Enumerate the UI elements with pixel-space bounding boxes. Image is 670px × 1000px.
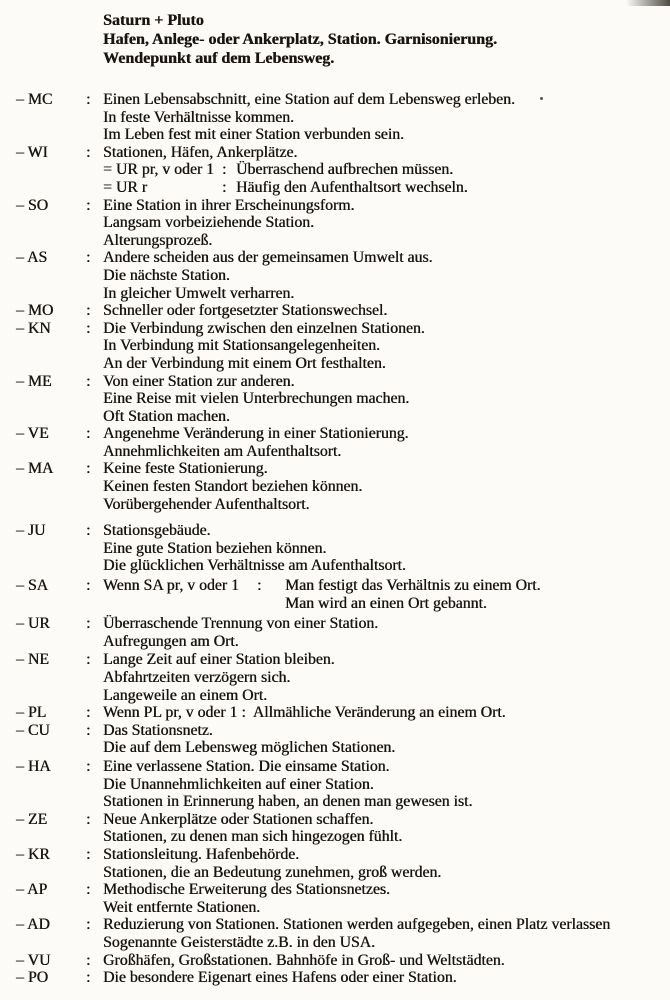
entry-row <box>0 144 664 197</box>
entry-key: – ME <box>16 372 52 390</box>
entry-row <box>0 249 664 302</box>
entry-row <box>0 577 664 612</box>
entry-row <box>0 460 664 513</box>
entry-key: – PL <box>16 704 47 722</box>
line-colon: : <box>222 161 227 179</box>
entry-row <box>0 952 664 970</box>
entry-line: Die besondere Eigenart eines Hafens oder einer Station. <box>103 969 457 987</box>
entry-row <box>0 320 664 373</box>
entry-row <box>0 846 664 881</box>
entry-line: Stationsgebäude. <box>103 522 211 540</box>
header-line: Wendepunkt auf dem Lebensweg. <box>103 50 335 67</box>
entry-lines <box>103 425 664 460</box>
entry-key: – UR <box>16 615 50 633</box>
entry-line <box>103 577 664 595</box>
entry-colon: : <box>86 196 91 214</box>
line-label: = UR pr, v oder 1 <box>103 161 214 179</box>
entry-lines <box>103 969 664 987</box>
line-label: = UR r <box>103 178 148 196</box>
entry-row <box>0 969 664 987</box>
entry-row <box>0 373 664 426</box>
entry-lines <box>103 460 664 513</box>
entry-line: Einen Lebensabschnitt, eine Station auf dem Lebensweg erleben. <box>103 91 515 108</box>
entry-key: – VE <box>16 425 49 443</box>
entry-row <box>0 758 664 811</box>
entry-key: – SA <box>16 577 49 595</box>
entry-line: Die glücklichen Verhältnisse am Aufenthaltsort. <box>103 557 406 575</box>
entry-colon: : <box>86 916 91 934</box>
entry-colon: : <box>86 757 91 775</box>
entry-colon: : <box>86 969 91 987</box>
entry-row <box>0 615 664 650</box>
entry-row <box>0 811 664 846</box>
entry-line: Die Unannehmlichkeiten auf einer Station. <box>103 775 374 793</box>
entry-row <box>0 704 664 722</box>
entry-lines <box>103 916 664 951</box>
entry-key: – AD <box>16 916 50 934</box>
line-text: Überraschend aufbrechen müssen. <box>236 161 454 179</box>
entry-line: Die nächste Station. <box>103 266 230 284</box>
entry-key: – MA <box>16 460 54 478</box>
entry-line: Aufregungen am Ort. <box>103 632 239 650</box>
entry-colon: : <box>86 372 91 390</box>
entry-colon: : <box>86 845 91 863</box>
entry-line: Eine gute Station beziehen können. <box>103 539 327 557</box>
entry-line: In Verbindung mit Stationsangelegenheiten. <box>103 337 380 355</box>
entry-key: – NE <box>16 651 49 669</box>
line-colon: : <box>222 178 227 196</box>
entry-colon: : <box>86 704 91 722</box>
entry-line: Stationen, zu denen man sich hingezogen fühlt. <box>103 828 403 846</box>
entry-line: Von einer Station zur anderen. <box>103 372 295 390</box>
entry-line: Keine feste Stationierung. <box>103 460 268 478</box>
entry-lines <box>103 651 664 704</box>
entry-colon: : <box>86 810 91 828</box>
entry-line: Stationen, die an Bedeutung zunehmen, groß werden. <box>103 863 442 881</box>
entry-row <box>0 881 664 916</box>
entry-lines <box>103 846 664 881</box>
entry-line <box>103 161 664 179</box>
entry-key: – MO <box>16 302 54 320</box>
entry-line: Stationen, Häfen, Ankerplätze. <box>103 143 298 161</box>
entry-row <box>0 425 664 460</box>
entry-key: – WI <box>16 143 48 161</box>
entry-colon: : <box>86 425 91 443</box>
entry-line: Wenn PL pr, v oder 1 : Allmähliche Veränderung an einem Ort. <box>103 704 506 722</box>
entry-key: – KR <box>16 845 50 863</box>
entry-colon: : <box>86 522 91 540</box>
entry-lines <box>103 952 664 970</box>
entry-line: An der Verbindung mit einem Ort festhalten. <box>103 354 386 372</box>
entry-colon: : <box>86 881 91 899</box>
entry-lines <box>103 320 664 373</box>
entry-line: Stationsleitung. Hafenbehörde. <box>103 845 300 863</box>
entry-key: – HA <box>16 757 51 775</box>
entry-key: – AP <box>16 881 48 899</box>
scan-artifact-corner <box>626 0 670 6</box>
entry-key: – CU <box>16 721 50 739</box>
entry-line <box>103 179 664 197</box>
entry-colon: : <box>86 460 91 478</box>
line-label: Wenn SA pr, v oder 1 <box>103 577 239 595</box>
entry-lines <box>103 811 664 846</box>
entry-line: Eine verlassene Station. Die einsame Station. <box>103 757 390 775</box>
entry-lines <box>103 91 664 144</box>
line-colon: : <box>257 577 262 595</box>
entry-lines <box>103 881 664 916</box>
entry-line: Die auf dem Lebensweg möglichen Stationen. <box>103 739 396 757</box>
entry-lines <box>103 522 664 575</box>
entry-key: – SO <box>16 196 49 214</box>
entry-line: Das Stationsnetz. <box>103 721 213 739</box>
entry-colon: : <box>86 951 91 969</box>
entry-row <box>0 651 664 704</box>
entry-line: Großhäfen, Großstationen. Bahnhöfe in Groß- und Weltstädten. <box>103 951 505 969</box>
entry-line: Angenehme Veränderung in einer Stationierung. <box>103 425 409 443</box>
entry-line: Abfahrtzeiten verzögern sich. <box>103 669 291 686</box>
entry-key: – KN <box>16 319 51 337</box>
entry-row <box>0 302 664 320</box>
entry-colon: : <box>86 91 91 108</box>
entry-lines <box>103 615 664 650</box>
entry-line: Überraschende Trennung von einer Station. <box>103 615 379 633</box>
entry-line: Im Leben fest mit einer Station verbunden sein. <box>103 126 404 144</box>
line-text: Häufig den Aufenthaltsort wechseln. <box>236 178 468 196</box>
entry-line: Keinen festen Standort beziehen können. <box>103 478 363 496</box>
entry-line: Vorübergehender Aufenthaltsort. <box>103 495 310 513</box>
entry-lines <box>103 373 664 426</box>
entry-colon: : <box>86 577 91 595</box>
entry-lines <box>103 197 664 250</box>
entry-line: Oft Station machen. <box>103 407 230 425</box>
entry-line: Langsam vorbeiziehende Station. <box>103 214 314 232</box>
entry-line: Annehmlichkeiten am Aufenthaltsort. <box>103 442 342 460</box>
page-header <box>103 11 497 68</box>
entry-line: Langeweile an einem Ort. <box>103 686 268 704</box>
entry-key: – JU <box>16 522 46 540</box>
entry-lines <box>103 758 664 811</box>
entry-colon: : <box>86 302 91 320</box>
line-text: Man festigt das Verhältnis zu einem Ort. <box>285 577 541 595</box>
entry-key: – AS <box>16 249 48 267</box>
entry-lines <box>103 302 664 320</box>
entry-line: Eine Station in ihrer Erscheinungsform. <box>103 196 355 214</box>
entry-row <box>0 722 664 757</box>
entry-colon: : <box>86 249 91 267</box>
entry-line: Schneller oder fortgesetzter Stationswechsel. <box>103 302 388 320</box>
header-line: Saturn + Pluto <box>103 12 204 29</box>
entry-line: Reduzierung von Stationen. Stationen werden aufgegeben, einen Platz verlassen <box>103 916 611 934</box>
entry-line: Neue Ankerplätze oder Stationen schaffen. <box>103 810 374 828</box>
entry-lines <box>103 704 664 722</box>
entry-line: Lange Zeit auf einer Station bleiben. <box>103 651 335 669</box>
entry-colon: : <box>86 721 91 739</box>
entry-key: – MC <box>16 91 53 108</box>
entry-line: Weit entfernte Stationen. <box>103 898 261 916</box>
entry-key: – ZE <box>16 810 48 828</box>
entry-lines <box>103 577 664 612</box>
entry-colon: : <box>86 615 91 633</box>
entry-row <box>0 522 664 575</box>
entry-line: Eine Reise mit vielen Unterbrechungen machen. <box>103 390 410 408</box>
entry-row <box>0 916 664 951</box>
entry-line: Sogenannte Geisterstädte z.B. in den USA. <box>103 933 376 951</box>
entry-line: Andere scheiden aus der gemeinsamen Umwelt aus. <box>103 249 433 267</box>
entry-lines <box>103 722 664 757</box>
entry-colon: : <box>86 651 91 669</box>
entry-colon: : <box>86 143 91 161</box>
entry-key: – PO <box>16 969 49 987</box>
entry-lines <box>103 144 664 197</box>
header-line: Hafen, Anlege- oder Ankerplatz, Station. Garnisonierung. <box>103 31 497 48</box>
entry-line: In feste Verhältnisse kommen. <box>103 108 294 126</box>
entry-key: – VU <box>16 951 51 969</box>
entry-line: Die Verbindung zwischen den einzelnen Stationen. <box>103 319 425 337</box>
entry-line: In gleicher Umwelt verharren. <box>103 284 295 302</box>
entry-line: Methodische Erweiterung des Stationsnetzes. <box>103 881 390 899</box>
entry-row <box>0 197 664 250</box>
entry-colon: : <box>86 319 91 337</box>
entry-line: Stationen in Erinnerung haben, an denen man gewesen ist. <box>103 793 473 811</box>
entries-list <box>0 91 664 987</box>
entry-row <box>0 91 664 144</box>
entry-line-continuation: Man wird an einen Ort gebannt. <box>285 594 487 612</box>
entry-lines <box>103 249 664 302</box>
entry-line: Alterungsprozeß. <box>103 231 213 249</box>
